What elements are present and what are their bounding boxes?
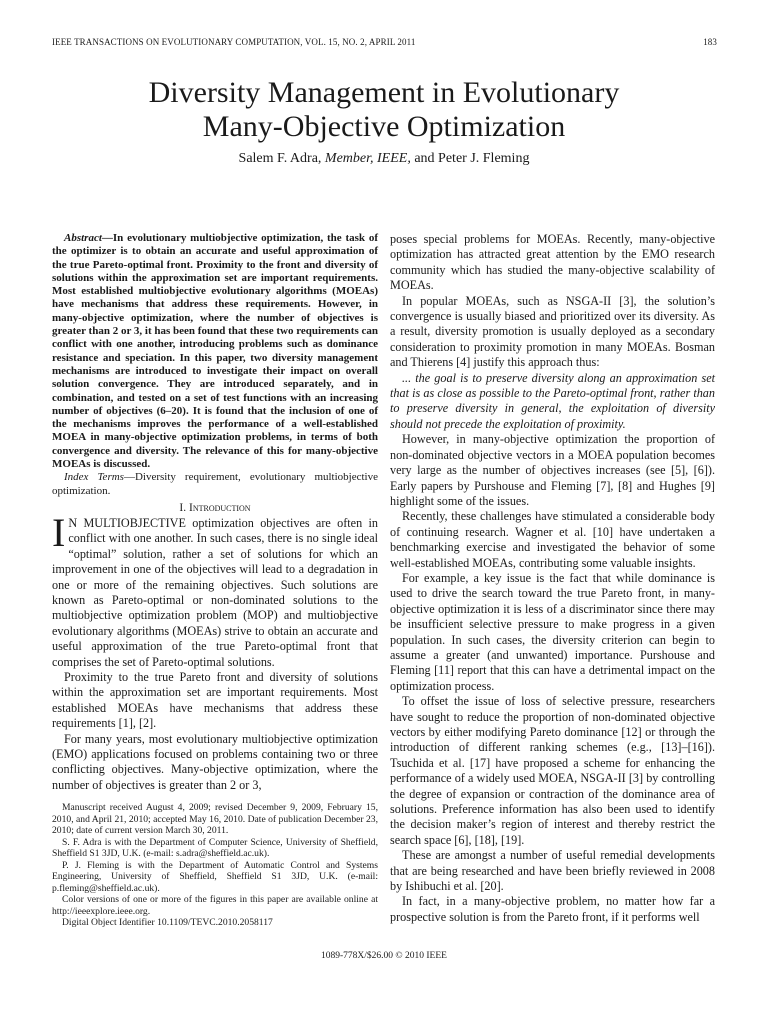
author-membership: Member, IEEE, [324,151,411,166]
left-column [52,232,378,929]
running-header [52,37,717,49]
body-paragraph-1: poses special problems for MOEAs. Recently, many-objective optimization has attracted great attention by the EMO research community which has studied the many-objective scalability of MOEAs. [390,232,715,293]
footnote-color: Color versions of one or more of the figures in this paper are available online at http://ieeexplore.ieee.org. [52,894,378,917]
body-paragraph-8: In fact, in a many-objective problem, no matter how far a prospective solution is from the Pareto front, if it performs well [390,894,715,924]
abstract-text: —In evolutionary multiobjective optimization, the task of the optimizer is to obtain an accurate and useful approximation of the true Pareto-optimal front. Proximity to the front and diversity of solutions within the approximation set are important requirements. Most established multiobjective evolutionary algorithms (MOEAs) have mechanisms that address these requirements. However, in many-objective optimization, where the number of objectives is greater than 2 or 3, it has been found that these two requirements can conflict with one another, introducing problems such as dominance resistance and speciation. In this paper, two diversity management mechanisms are introduced to investigate their impact on overall solution convergence. They are introduced separately, and in combination, and tested on a set of test functions with an increasing number of objectives (6–20). It is found that the inclusion of one of the mechanisms improves the performance of a well-established MOEA in many-objective optimization problems, in terms of both convergence and diversity. The relevance of this for many-objective MOEAs is discussed. [52,232,378,471]
index-terms-text: —Diversity requirement, evolutionary multiobjective optimization. [52,471,378,497]
author-line [0,150,768,168]
title-line-1: Diversity Management in Evolutionary [148,76,620,109]
copyright-footer: 1089-778X/$26.00 © 2010 IEEE [321,951,447,961]
body-paragraph-7: These are amongst a number of useful remedial developments that are being researched and have been briefly reviewed in 2008 by Ishibuchi et al. [20]. [390,848,715,894]
drop-cap: I [52,509,66,555]
journal-header: IEEE TRANSACTIONS ON EVOLUTIONARY COMPUTATION, VOL. 15, NO. 2, APRIL 2011 [52,37,416,47]
index-terms-label: Index Terms [64,471,124,484]
abstract [52,232,378,471]
footnote-author-2: P. J. Fleming is with the Department of Automatic Control and Systems Engineering, University of Sheffield, Sheffield S1 3JD, U.K. (e-mail: p.fleming@sheffield.ac.uk). [52,859,378,894]
title-line-2: Many-Objective Optimization [202,110,566,143]
page-number: 183 [703,37,717,47]
right-column [390,232,715,925]
index-terms [52,471,378,498]
intro-paragraph-1: I N MULTIOBJECTIVE optimization objectives are often in conflict with one another. In such cases, there is no single ideal “optimal” solution, rather a set of solutions for which an improvement in one of the objectives will lead to a degradation in one or more of the remaining objectives. Such solutions are known as Pareto-optimal or non-dominated solutions to the multiobjective optimization problem (MOP) and multiobjective evolutionary algorithms (MOEAs) strive to obtain an accurate and useful approximation of the true Pareto-optimal front that comprises the set of Pareto-optimal solutions. [52,509,378,669]
section-heading: I. Introduction [179,501,251,514]
author-2: and Peter J. Fleming [414,151,530,166]
body-paragraph-3: However, in many-objective optimization the proportion of non-dominated objective vectors in a MOEA population becomes very large as the number of objectives increases (see [5], [6]). Early papers by Purshouse and Fleming [7], [8] and Hughes [9] highlight some of the issues. [390,432,715,508]
block-quote: ... the goal is to preserve diversity along an approximation set that is as close as possible to the Pareto-optimal front, rather than to preserve diversity in general, the exploitation of diversity should not precede the exploitation of proximity. [390,370,715,431]
abstract-label: Abstract [64,232,102,244]
author-1: Salem F. Adra, [238,151,322,166]
body-paragraph-6: To offset the issue of loss of selective pressure, researchers have sought to reduce the proportion of non-dominated objective vectors by either modifying Pareto dominance [12] or through the introduction of different ranking schemes (e.g., [13]–[16]). Tsuchida et al. [17] have proposed a scheme for enhancing the performance of a widely used MOEA, NSGA-II [3] by controlling the degree of expansion or contraction of the dominance area of solutions. Preference information has also been used to identify the decision maker’s region of interest and thereby restrict the search space [6], [18], [19]. [390,694,715,847]
body-paragraph-5: For example, a key issue is the fact that while dominance is used to drive the search toward the true Pareto front, in many-objective optimization it is less of a discriminator since there may be insufficient selective pressure to make progress in a given population. In such cases, the diversity criterion can begin to assume a greater (and unwanted) importance. Purshouse and Fleming [11] report that this can have a detrimental impact on the optimization process. [390,570,715,693]
paper-title [0,76,768,144]
intro-paragraph-2: Proximity to the true Pareto front and diversity of solutions within the approximation set are important requirements. Most established MOEAs have mechanisms that address these requirements [1], [2]. [52,670,378,731]
footnote-author-1: S. F. Adra is with the Department of Computer Science, University of Sheffield, Sheffield S1 3JD, U.K. (e-mail: s.adra@sheffield.ac.uk). [52,836,378,860]
body-paragraph-2: In popular MOEAs, such as NSGA-II [3], the solution’s convergence is usually biased and prioritized over its diversity. As a result, diversity promotion is usually deployed as a secondary consideration to proximity promotion in many MOEAs. Bosman and Thierens [4] justify this approach thus: [390,293,715,370]
intro-paragraph-3: For many years, most evolutionary multiobjective optimization (EMO) applications focused on problems containing two or three conflicting objectives. Many-objective optimization, where the number of objectives is greater than 2 or 3, [52,731,378,792]
section-heading-text: Introduction [188,501,251,514]
footnote-manuscript: Manuscript received August 4, 2009; revised December 9, 2009, February 15, 2010, and April 21, 2010; accepted May 16, 2010. Date of publication December 23, 2010; date of current version March 30, 2011. [52,802,378,837]
body-paragraph-4: Recently, these challenges have stimulated a considerable body of continuing research. Wagner et al. [10] have undertaken a benchmarking exercise and investigated the behavior of some well-established MOEAs, contributing some valuable insights. [390,509,715,570]
footnotes [52,802,378,929]
footnote-doi: Digital Object Identifier 10.1109/TEVC.2010.2058117 [62,917,273,929]
